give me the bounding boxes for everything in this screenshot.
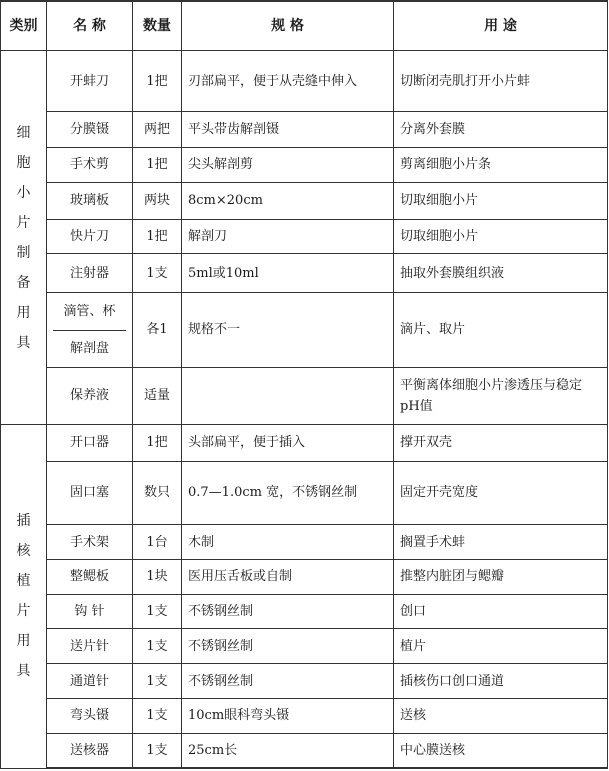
tool-quantity: 数只 bbox=[133, 461, 182, 524]
tool-use: 切断闭壳肌打开小片蚌 bbox=[394, 51, 608, 112]
tool-spec: 不锈钢丝制 bbox=[182, 664, 394, 699]
header-row bbox=[1, 1, 608, 51]
tool-name: 手术剪 bbox=[47, 148, 133, 183]
tool-quantity: 1支 bbox=[133, 594, 182, 629]
tool-spec: 规格不一 bbox=[182, 293, 394, 368]
tool-name-split bbox=[47, 293, 133, 368]
tool-use: 撑开双壳 bbox=[394, 425, 608, 462]
table-row bbox=[1, 367, 608, 424]
tool-spec: 不锈钢丝制 bbox=[182, 594, 394, 629]
table-row bbox=[1, 254, 608, 293]
table-row bbox=[1, 629, 608, 664]
tool-spec: 0.7—1.0cm 宽，不锈钢丝制 bbox=[182, 461, 394, 524]
tool-quantity: 1支 bbox=[133, 254, 182, 293]
tool-name: 送核器 bbox=[47, 733, 133, 768]
tool-use: 固定开壳宽度 bbox=[394, 461, 608, 524]
table-row bbox=[1, 664, 608, 699]
table-row bbox=[1, 219, 608, 254]
tool-quantity: 1支 bbox=[133, 629, 182, 664]
tool-name: 分膜镊 bbox=[47, 112, 133, 148]
tool-use: 滴片、取片 bbox=[394, 293, 608, 368]
tool-quantity: 1支 bbox=[133, 664, 182, 699]
tool-use: 剪离细胞小片条 bbox=[394, 148, 608, 183]
tool-use: 切取细胞小片 bbox=[394, 219, 608, 254]
tool-name: 注射器 bbox=[47, 254, 133, 293]
tool-quantity: 1块 bbox=[133, 559, 182, 594]
tool-name: 钩 针 bbox=[47, 594, 133, 629]
tool-quantity: 适量 bbox=[133, 367, 182, 424]
table-row bbox=[1, 559, 608, 594]
tool-use: 搁置手术蚌 bbox=[394, 525, 608, 560]
category-cell bbox=[1, 425, 47, 768]
tool-spec: 头部扁平，便于插入 bbox=[182, 425, 394, 462]
tool-quantity: 两块 bbox=[133, 182, 182, 219]
tool-name: 整鳃板 bbox=[47, 559, 133, 594]
table-row bbox=[1, 148, 608, 183]
tool-spec: 木制 bbox=[182, 525, 394, 560]
tool-spec: 解剖刀 bbox=[182, 219, 394, 254]
tool-use: 切取细胞小片 bbox=[394, 182, 608, 219]
table-row bbox=[1, 461, 608, 524]
header-name: 名 称 bbox=[47, 1, 133, 51]
tool-spec: 25cm长 bbox=[182, 733, 394, 768]
tool-name: 快片刀 bbox=[47, 219, 133, 254]
tool-use: 创口 bbox=[394, 594, 608, 629]
tool-use: 送核 bbox=[394, 698, 608, 733]
tool-quantity: 1把 bbox=[133, 425, 182, 462]
header-category: 类别 bbox=[1, 1, 47, 51]
tool-quantity: 各1 bbox=[133, 293, 182, 368]
table-row bbox=[1, 733, 608, 768]
tool-spec: 医用压舌板或自制 bbox=[182, 559, 394, 594]
tool-use: 插核伤口创口通道 bbox=[394, 664, 608, 699]
tool-name: 开口器 bbox=[47, 425, 133, 462]
table-row bbox=[1, 51, 608, 112]
tool-use: 抽取外套膜组织液 bbox=[394, 254, 608, 293]
table-row bbox=[1, 525, 608, 560]
tool-quantity: 1支 bbox=[133, 698, 182, 733]
table-row bbox=[1, 425, 608, 462]
tool-quantity: 1台 bbox=[133, 525, 182, 560]
tool-use: 推整内脏团与鳃瓣 bbox=[394, 559, 608, 594]
tool-name: 通道针 bbox=[47, 664, 133, 699]
table-row bbox=[1, 293, 608, 368]
tool-spec: 8cm×20cm bbox=[182, 182, 394, 219]
tool-quantity: 1把 bbox=[133, 148, 182, 183]
tool-spec: 不锈钢丝制 bbox=[182, 629, 394, 664]
tool-quantity: 两把 bbox=[133, 112, 182, 148]
table-row bbox=[1, 112, 608, 148]
tool-name: 弯头镊 bbox=[47, 698, 133, 733]
tool-use: 平衡离体细胞小片渗透压与稳定pH值 bbox=[394, 367, 608, 424]
tool-quantity: 1把 bbox=[133, 51, 182, 112]
table-row bbox=[1, 182, 608, 219]
header-quantity: 数量 bbox=[133, 1, 182, 51]
tool-name: 固口塞 bbox=[47, 461, 133, 524]
header-spec: 规 格 bbox=[182, 1, 394, 51]
tool-name: 手术架 bbox=[47, 525, 133, 560]
tool-quantity: 1把 bbox=[133, 219, 182, 254]
tool-use: 植片 bbox=[394, 629, 608, 664]
tool-spec: 10cm眼科弯头镊 bbox=[182, 698, 394, 733]
tool-spec bbox=[182, 367, 394, 424]
tool-name: 滴管、杯 bbox=[63, 303, 116, 319]
tool-spec: 刃部扁平，便于从壳缝中伸入 bbox=[182, 51, 394, 112]
tool-name: 玻璃板 bbox=[47, 182, 133, 219]
category-label: 插核植片用具 bbox=[16, 513, 31, 680]
tool-spec: 尖头解剖剪 bbox=[182, 148, 394, 183]
category-label: 细胞小片制备用具 bbox=[16, 124, 31, 351]
tool-name: 保养液 bbox=[47, 367, 133, 424]
table-row bbox=[1, 594, 608, 629]
tool-quantity: 1支 bbox=[133, 733, 182, 768]
tool-name: 解剖盘 bbox=[53, 330, 126, 367]
tool-spec: 平头带齿解剖镊 bbox=[182, 112, 394, 148]
tool-name: 送片针 bbox=[47, 629, 133, 664]
tool-use: 中心膜送核 bbox=[394, 733, 608, 768]
table-row bbox=[1, 698, 608, 733]
tool-name: 开蚌刀 bbox=[47, 51, 133, 112]
category-cell bbox=[1, 51, 47, 425]
header-use: 用 途 bbox=[394, 1, 608, 51]
tool-use: 分离外套膜 bbox=[394, 112, 608, 148]
tool-spec: 5ml或10ml bbox=[182, 254, 394, 293]
